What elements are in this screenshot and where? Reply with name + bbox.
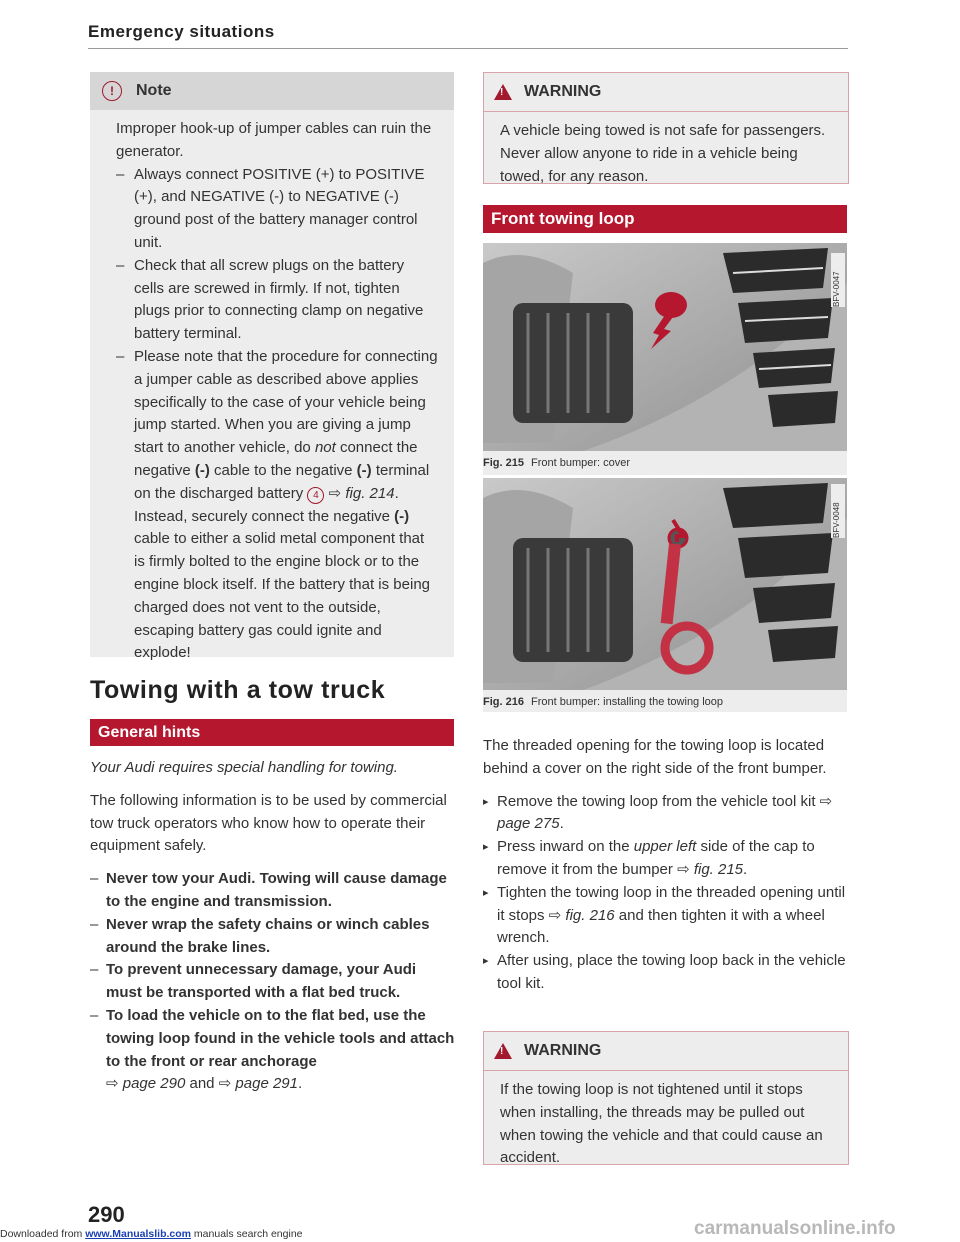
text: . [298, 1075, 303, 1093]
manualslib-link[interactable]: www.Manualslib.com [85, 1228, 192, 1240]
callout-number: 4 [307, 487, 324, 504]
list-item: – Never tow your Audi. Towing will cause damage to the engine and transmission. [90, 868, 456, 914]
note-body [90, 110, 454, 665]
figure-code: BFV-0047 [832, 271, 841, 307]
list-item [483, 836, 849, 882]
minus-symbol: (-) [194, 461, 210, 479]
note-intro: Improper hook-up of jumper cables can ruin the generator. [116, 120, 432, 160]
note-header [90, 72, 454, 110]
text: . [559, 815, 564, 833]
warning-text: A vehicle being towed is not safe for passengers. Never allow anyone to ride in a vehicle being towed, for any reason. [500, 122, 826, 185]
text: Remove the towing loop from the vehicle tool kit [497, 792, 820, 810]
figure-caption [483, 457, 630, 469]
text: cable to either a solid metal component that is firmly bolted to the engine block or to the engine block itself. If the battery that is being charged does not vent to the outside, escaping battery gas could ignite and explode! [134, 530, 431, 662]
front-loop-body [483, 735, 849, 996]
towing-paragraph: The following information is to be used by commercial tow truck operators who know how to operate their equipment safely. [90, 791, 447, 855]
warning-box [483, 72, 849, 184]
text: and then tighten it with a wheel wrench. [497, 906, 825, 947]
footer [0, 1228, 303, 1240]
list-item [90, 1005, 456, 1096]
warning-label: WARNING [524, 83, 602, 100]
figure-number: Fig. 215 [483, 457, 524, 469]
note-box [90, 72, 454, 662]
warning-text: If the towing loop is not tightened until it stops when installing, the threads may be pulled out when towing the vehicle and that could cause an accident. [500, 1081, 823, 1167]
figure-reference-link[interactable]: ⇨ fig. 215 [677, 860, 744, 878]
info-icon: ! [102, 81, 122, 101]
note-list [116, 164, 438, 666]
warning-header [484, 1032, 848, 1071]
towing-rules [90, 868, 456, 1096]
emphasis: not [314, 439, 336, 457]
text: and [185, 1075, 219, 1093]
caption-text: Front bumper: installing the towing loop [531, 696, 724, 708]
page-reference-link[interactable]: ⇨ page 290 [106, 1075, 186, 1093]
emphasis: upper left [633, 838, 697, 856]
page-number: 290 [88, 1202, 125, 1227]
text: terminal on the discharged battery [134, 461, 430, 502]
figure-reference-link[interactable]: ⇨ fig. 214 [328, 484, 395, 502]
figure-215 [483, 243, 847, 475]
text: Please note that the procedure for connecting a jumper cable as described above applies specifically to the case of your vehicle being jump started. When you are giving a jump start to another vehicle, do [134, 347, 438, 457]
text: Press inward on the [497, 838, 634, 856]
instruction-steps [483, 791, 849, 996]
page-reference-link[interactable]: ⇨ page 291 [218, 1075, 298, 1093]
towing-loop-illustration [483, 478, 847, 690]
text: connect the negative [134, 439, 418, 479]
figure-216 [483, 478, 847, 712]
warning-icon: ! [494, 84, 512, 100]
figure-number: Fig. 216 [483, 696, 524, 708]
warning-label: WARNING [524, 1042, 602, 1059]
list-item: – Check that all screw plugs on the battery cells are screwed in firmly. If not, tighten plugs prior to connecting clamp on negative battery terminal. [116, 255, 438, 346]
figure-reference-link[interactable]: ⇨ fig. 216 [548, 906, 615, 924]
warning-box [483, 1031, 849, 1165]
text: . [743, 860, 748, 878]
list-item: – Never wrap the safety chains or winch cables around the brake lines. [90, 914, 456, 960]
towing-heading: Towing with a tow truck [90, 676, 386, 704]
bumper-cover-illustration [483, 243, 847, 451]
front-loop-paragraph: The threaded opening for the towing loop is located behind a cover on the right side of the front bumper. [483, 737, 827, 777]
list-item [483, 791, 849, 837]
figure-code: BFV-0048 [832, 502, 841, 538]
list-item: – Always connect POSITIVE (+) to POSITIVE (+), and NEGATIVE (-) to NEGATIVE (-) ground post of the battery manager control unit. [116, 164, 438, 255]
minus-symbol: (-) [356, 461, 372, 479]
list-item: – To prevent unnecessary damage, your Audi must be transported with a flat bed truck. [90, 959, 456, 1005]
caption-text: Front bumper: cover [531, 457, 631, 469]
front-towing-loop-heading: Front towing loop [483, 205, 847, 233]
list-item: ▸ After using, place the towing loop back in the vehicle tool kit. [483, 950, 849, 996]
text: side of the cap to remove it from the bumper [497, 838, 815, 878]
section-title: Emergency situations [88, 22, 275, 41]
minus-symbol: (-) [394, 507, 410, 525]
towing-intro: Your Audi requires special handling for towing. [90, 759, 398, 776]
text: . Instead, securely connect the negative [134, 484, 399, 525]
footer-suffix: manuals search engine [191, 1228, 303, 1240]
header-divider [88, 48, 848, 49]
footer-prefix: Downloaded from [0, 1228, 86, 1240]
text: To load the vehicle on to the flat bed, use the towing loop found in the vehicle tools and attach to the front or rear anchorage [106, 1006, 455, 1070]
list-item [483, 882, 849, 950]
warning-icon: ! [494, 1043, 512, 1059]
list-item [116, 346, 438, 665]
towing-body [90, 757, 456, 1096]
page-reference-link[interactable]: ⇨ page 275 [497, 792, 833, 833]
warning-header [484, 73, 848, 112]
figure-caption [483, 696, 723, 708]
general-hints-heading: General hints [90, 719, 454, 746]
watermark: carmanualsonline.info [694, 1218, 896, 1239]
note-label: Note [136, 82, 172, 99]
text: cable to the negative [209, 461, 357, 479]
text: Tighten the towing loop in the threaded opening until it stops [497, 883, 846, 924]
